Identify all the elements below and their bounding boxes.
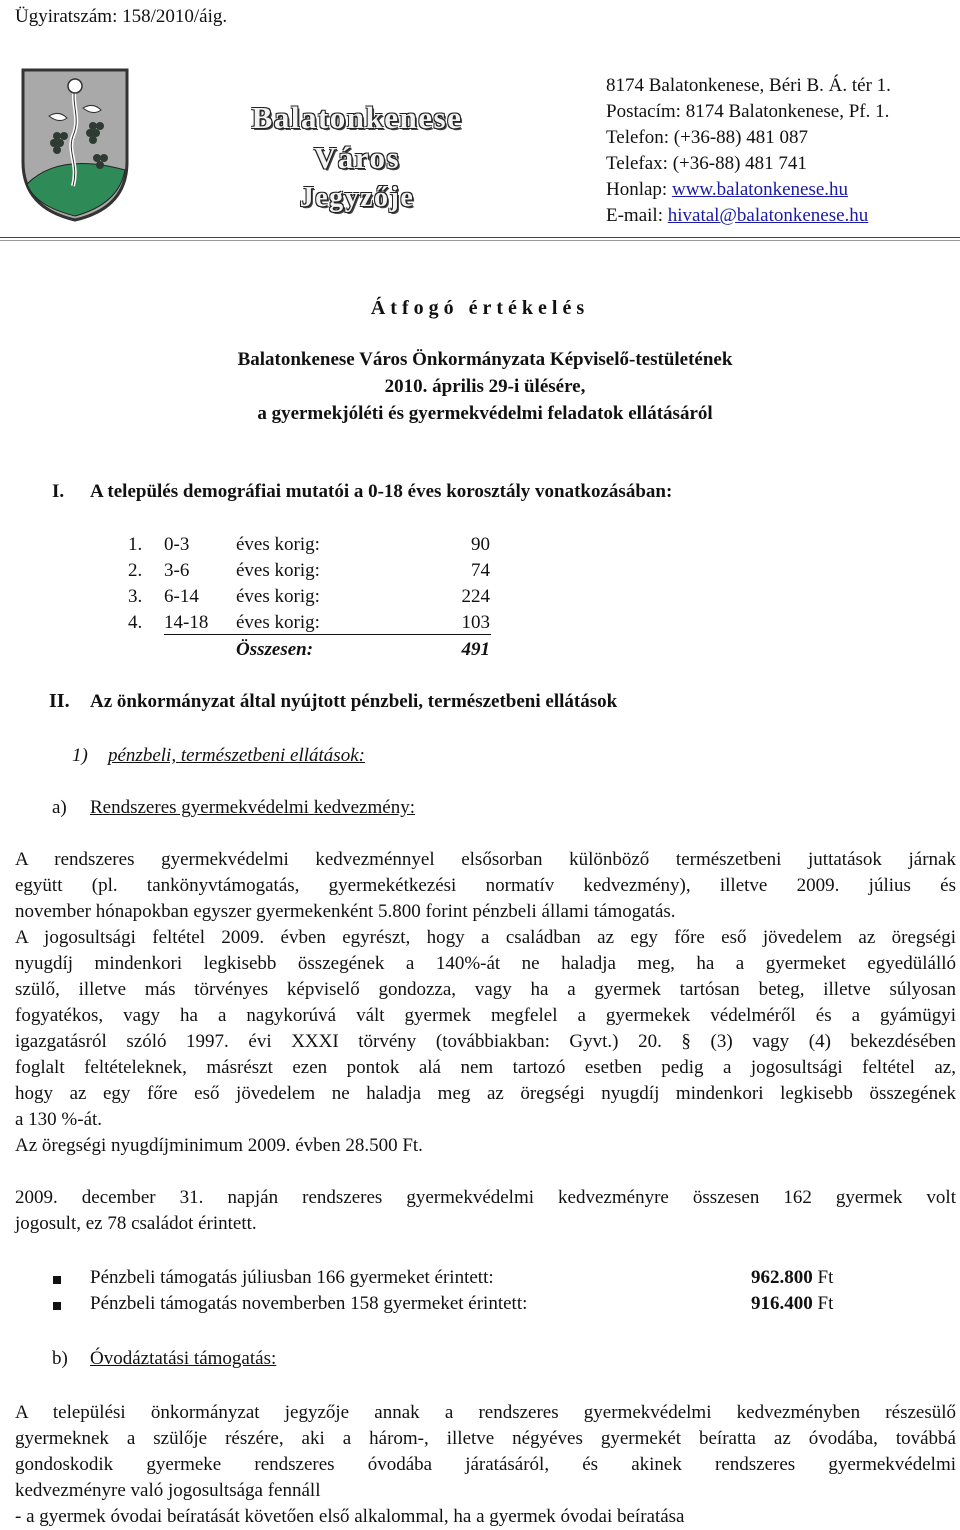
- subsection1-label: pénzbeli, természetbeni ellátások:: [108, 745, 365, 766]
- paragraph-line: 2009. december 31. napján rendszeres gyermekvédelmi kedvezményre összesen 162 gyermek volt: [15, 1187, 956, 1208]
- square-bullet-icon: [53, 1302, 61, 1310]
- file-number: Ügyiratszám: 158/2010/áig.: [15, 6, 228, 27]
- paragraph-line: a 130 %-át.: [15, 1109, 103, 1130]
- paragraph-line: hogy az egy főre eső jövedelem ne haladja meg az öregségi nyugdíj mindenkori legkisebb összegének: [15, 1083, 956, 1104]
- paragraph-line: A jogosultsági feltétel 2009. évben egyrészt, hogy a családban az egy főre eső jövedelem az öregségi: [15, 927, 956, 948]
- office-title-line: Város: [313, 140, 401, 175]
- row-label: éves korig:: [236, 560, 320, 581]
- document-subtitle-1: Balatonkenese Város Önkormányzata Képviselő-testületének: [237, 349, 733, 370]
- row-index: 2.: [128, 560, 143, 581]
- section2-numeral: II.: [49, 690, 70, 712]
- total-divider: [164, 634, 491, 635]
- total-value: 491: [461, 639, 490, 660]
- paragraph-line: kedvezményre való jogosultsága fennáll: [15, 1480, 321, 1501]
- phone-line: Telefon: (+36-88) 481 087: [606, 127, 808, 148]
- paragraph-line: együtt (pl. tankönyvtámogatás, gyermekétkezési normatív kedvezmény), illetve 2009. július és: [15, 875, 956, 896]
- subsection1-number: 1): [72, 745, 88, 766]
- row-label: éves korig:: [236, 586, 320, 607]
- email-link[interactable]: hivatal@balatonkenese.hu: [667, 205, 869, 226]
- row-index: 4.: [128, 612, 143, 633]
- paragraph-line: jogosult, ez 78 családot érintett.: [15, 1213, 257, 1234]
- paragraph-line: foglalt feltételeknek, másrészt ezen pontok alá nem tartozó esetben pedig a jogosultsági feltétel az,: [15, 1057, 956, 1078]
- header-divider-thin: [0, 240, 960, 241]
- row-value: 224: [461, 586, 490, 607]
- row-value: 103: [461, 612, 490, 633]
- document-subtitle-3: a gyermekjóléti és gyermekvédelmi feladatok ellátásáról: [257, 403, 713, 424]
- bullet-unit: Ft: [812, 1293, 834, 1314]
- header-divider: [0, 237, 960, 238]
- bullet-amount: 962.800: [751, 1267, 813, 1288]
- paragraph-line: gondoskodik gyermeke rendszeres óvodába járatásáról, és akinek rendszeres gyermekvédelmi: [15, 1454, 956, 1475]
- paragraph-line: gyermeknek a szülője részére, aki a három-, illetve négyéves gyermekét beíratta az óvodába, továbbá: [15, 1428, 956, 1449]
- email-line: [606, 203, 891, 229]
- document-heading: Átfogó értékelés: [370, 297, 590, 319]
- item-b-number: b): [52, 1348, 68, 1369]
- office-title-line: Jegyzője: [299, 182, 415, 213]
- homepage-label: Honlap:: [606, 179, 672, 200]
- row-age-range: 14-18: [164, 612, 209, 633]
- fax-line: Telefax: (+36-88) 481 741: [606, 153, 807, 174]
- bullet-text: Pénzbeli támogatás novemberben 158 gyermeket érintett:: [90, 1293, 528, 1314]
- section2-heading: Az önkormányzat által nyújtott pénzbeli, természetbeni ellátások: [90, 691, 618, 712]
- paragraph-line: szülő, illetve más törvényes képviselő gondozza, vagy ha a gyermek tartósan beteg, illetve súlyosan: [15, 979, 956, 1000]
- paragraph-line: Az öregségi nyugdíjminimum 2009. évben 28.500 Ft.: [15, 1135, 423, 1156]
- section1-numeral: I.: [52, 481, 65, 502]
- row-age-range: 3-6: [164, 560, 190, 581]
- paragraph-line: A rendszeres gyermekvédelmi kedvezménnyel elsősorban különböző természetbeni juttatások járnak: [15, 849, 956, 870]
- office-title: [212, 98, 502, 218]
- row-value: 74: [471, 560, 490, 581]
- item-a-label: Rendszeres gyermekvédelmi kedvezmény:: [90, 797, 415, 818]
- row-age-range: 6-14: [164, 586, 199, 607]
- bullet-amount: 916.400: [751, 1293, 813, 1314]
- paragraph-line: - a gyermek óvodai beíratását követően első alkalommal, ha a gyermek óvodai beíratása: [15, 1506, 685, 1527]
- total-label: Összesen:: [236, 639, 314, 660]
- coat-of-arms-icon: [19, 66, 131, 222]
- item-b-label: Óvodáztatási támogatás:: [90, 1348, 277, 1369]
- row-value: 90: [471, 534, 490, 555]
- homepage-link[interactable]: www.balatonkenese.hu: [671, 179, 849, 200]
- bullet-unit: Ft: [812, 1267, 834, 1288]
- address-line: 8174 Balatonkenese, Béri B. Á. tér 1.: [606, 75, 891, 96]
- paragraph-line: igazgatásról szóló 1997. évi XXXI törvény (továbbiakban: Gyvt.) 20. § (3) vagy (4) bekezdésében: [15, 1031, 956, 1052]
- paragraph-line: A települési önkormányzat jegyzője annak a rendszeres gyermekvédelmi kedvezményben részesülő: [15, 1402, 956, 1423]
- document-subtitle-2: 2010. április 29-i ülésére,: [384, 376, 586, 397]
- paragraph-line: november hónapokban egyszer gyermekenként 5.800 forint pénzbeli állami támogatás.: [15, 901, 676, 922]
- paragraph-line: nyugdíj mindenkori legkisebb összegének a 140%-át ne haladja meg, ha a gyermeket egyedülálló: [15, 953, 956, 974]
- row-index: 1.: [128, 534, 143, 555]
- office-title-line: Balatonkenese: [251, 100, 463, 135]
- row-index: 3.: [128, 586, 143, 607]
- email-label: E-mail:: [606, 205, 668, 226]
- postal-address-line: Postacím: 8174 Balatonkenese, Pf. 1.: [606, 101, 890, 122]
- paragraph-line: fogyatékos, vagy ha a nagykorúvá vált gyermek megfelel a gyermekek védelméről és a gyámügyi: [15, 1005, 956, 1026]
- row-label: éves korig:: [236, 534, 320, 555]
- square-bullet-icon: [53, 1276, 61, 1284]
- row-age-range: 0-3: [164, 534, 190, 555]
- section1-heading: A település demográfiai mutatói a 0-18 éves korosztály vonatkozásában:: [90, 481, 673, 502]
- contact-block: [606, 73, 891, 229]
- homepage-line: [606, 177, 891, 203]
- row-label: éves korig:: [236, 612, 320, 633]
- bullet-text: Pénzbeli támogatás júliusban 166 gyermeket érintett:: [90, 1267, 494, 1288]
- item-a-number: a): [52, 797, 67, 818]
